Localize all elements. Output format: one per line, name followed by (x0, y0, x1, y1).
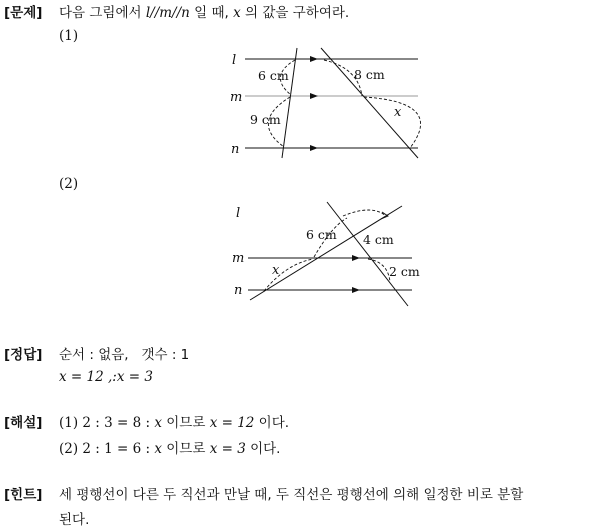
problem-condition: l//m//n (145, 5, 190, 21)
part1-label: (1) (59, 28, 79, 44)
part2-label: (2) (59, 176, 79, 192)
exp2-mid: 이므로 (166, 441, 206, 457)
exp1-post: 이다. (258, 415, 290, 431)
fig1-label-m: m (230, 90, 243, 105)
exp2-eq: x = 3 (209, 441, 246, 457)
answer-order: 순서 : 없음, (59, 347, 129, 363)
exp2-ratio: (2) 2 : 1 = 6 : (59, 441, 151, 457)
problem-label: [문제] (4, 5, 43, 21)
exp1-eq: x = 12 (209, 415, 255, 431)
exp1-mid: 이므로 (166, 415, 206, 431)
fig1-transversal-left (282, 48, 297, 158)
fig2-arrow-m (352, 255, 360, 261)
fig1-transversal-right (321, 48, 418, 158)
fig2-label-6cm: 6 cm (306, 227, 337, 242)
fig2-label-n: n (234, 283, 243, 298)
fig2-bracket-4 (343, 210, 386, 216)
fig2-label-x: x (272, 263, 280, 278)
explanation-line-1 (59, 411, 289, 431)
answer-line-2: x = 12 ,:x = 3 (59, 369, 153, 385)
fig1-label-8cm: 8 cm (354, 67, 385, 82)
fig2-arrow-n (352, 287, 360, 293)
explanation-label: [해설] (4, 415, 43, 431)
problem-text-pre: 다음 그림에서 (59, 5, 142, 21)
problem-variable: x (233, 5, 241, 21)
fig1-label-n: n (231, 142, 240, 157)
answer-label: [정답] (4, 347, 43, 363)
hint-line-2: 된다. (59, 512, 90, 528)
fig1-label-9cm: 9 cm (250, 112, 281, 127)
exp1-ratio: (1) 2 : 3 = 8 : (59, 415, 151, 431)
fig1-label-6cm: 6 cm (258, 68, 289, 83)
hint-line-1: 세 평행선이 다른 두 직선과 만날 때, 두 직선은 평행선에 의해 일정한 비로 분할 (59, 487, 524, 503)
exp2-post: 이다. (250, 441, 281, 457)
fig1-arrow-n (310, 145, 318, 151)
exp2-var: x (154, 441, 162, 457)
fig2-label-l: l (236, 206, 241, 221)
fig1-bracket-x (364, 97, 421, 148)
fig1-arrow-l (310, 56, 318, 62)
fig2-label-m: m (232, 251, 245, 266)
problem-text-mid: 일 때, (194, 5, 229, 21)
fig1-label-l: l (232, 53, 237, 68)
hint-label: [힌트] (4, 487, 43, 503)
fig1-label-x: x (394, 105, 402, 120)
problem-text-post: 의 값을 구하여라. (245, 5, 350, 21)
fig2-label-4cm: 4 cm (363, 232, 394, 247)
exp1-var: x (154, 415, 162, 431)
answer-count: 갯수 : 1 (141, 347, 190, 363)
explanation-line-2 (59, 437, 280, 457)
fig2-transversal-a (250, 206, 402, 300)
answer-line-1 (59, 343, 189, 363)
fig2-label-2cm: 2 cm (389, 264, 420, 279)
fig1-arrow-m (310, 93, 318, 99)
